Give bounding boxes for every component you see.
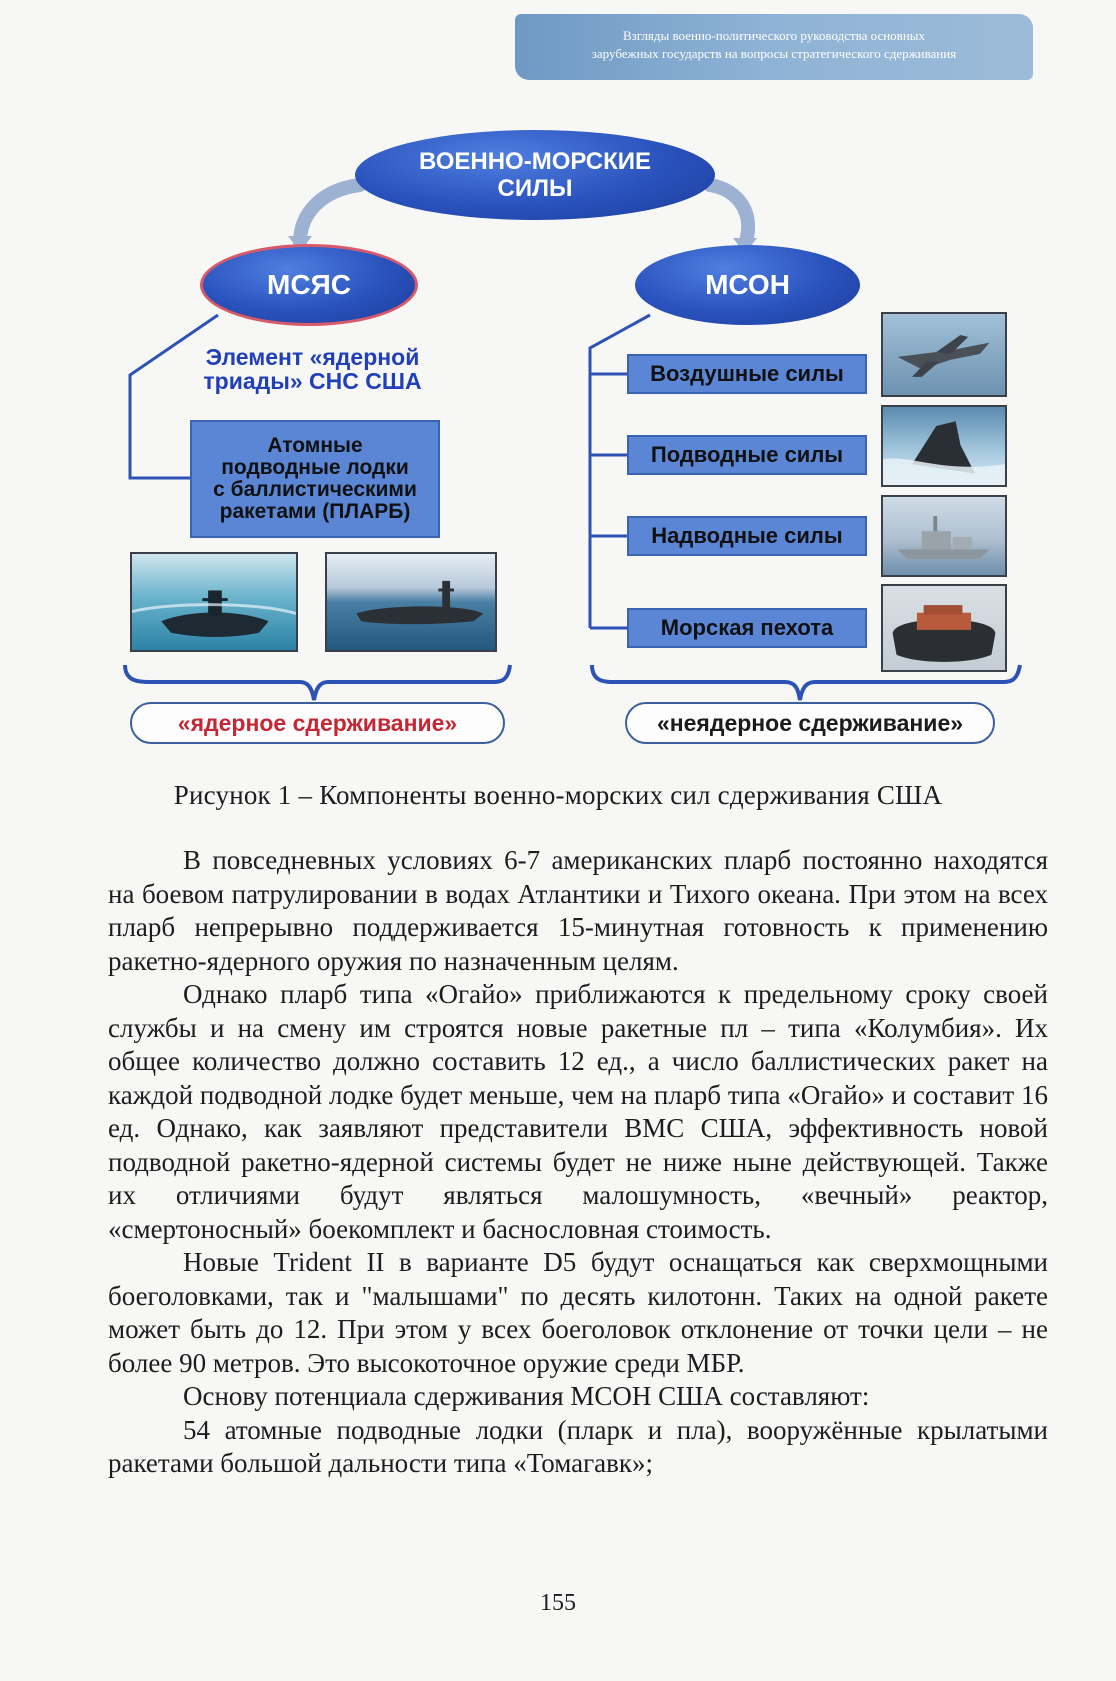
naval-forces-diagram xyxy=(0,0,1116,760)
submarine-surfacing-photo xyxy=(881,405,1007,487)
paragraph-4: Основу потенциала сдерживания МСОН США составляют: xyxy=(183,1381,870,1411)
plarb-line-1: Атомные xyxy=(267,434,363,457)
node-naval-forces xyxy=(355,130,715,220)
page-number: 155 xyxy=(540,1590,576,1616)
submarine-photo-2 xyxy=(325,552,497,652)
left-brace xyxy=(125,665,510,700)
running-header-line-1: Взгляды военно-политического руководства основных xyxy=(622,28,926,43)
node-mson xyxy=(635,245,860,325)
paragraph-1: В повседневных условиях 6-7 американских пларб постоянно находятся на боевом патрулировании в водах Атлантики и Тихого океана. При этом на всех пларб непрерывно поддерживается 15-минутная готовность к применению ракетно-ядерного оружия по назначенным целям. xyxy=(108,845,1048,976)
plarb-line-3: с баллистическими xyxy=(213,478,417,501)
force-air: Воздушные силы xyxy=(627,354,867,394)
aircraft-photo xyxy=(881,312,1007,397)
hovercraft-photo xyxy=(881,584,1007,672)
body-text xyxy=(108,844,1048,1481)
subtitle-line-2: триады» СНС США xyxy=(203,368,422,394)
nuclear-triad-subtitle xyxy=(190,345,435,393)
arrow-to-mson xyxy=(710,185,748,244)
non-nuclear-deterrence-label: «неядерное сдерживание» xyxy=(625,702,995,744)
plarb-box xyxy=(190,420,440,538)
paragraph-3: Новые Trident II в варианте D5 будут оснащаться как сверхмощными боеголовками, так и "малышами" по десять килотонн. Таких на одной ракете может быть до 12. При этом у всех боеголовок отклонение от точки цели – не более 90 метров. Это высокоточное оружие среди МБР. xyxy=(108,1247,1048,1378)
submarine-photo-1 xyxy=(130,552,298,652)
paragraph-2: Однако пларб типа «Огайо» приближаются к предельному сроку своей службы и на смену им строятся новые ракетные пл – типа «Колумбия». Их общее количество должно составить 12 ед., а число баллистических ракет на каждой подводной лодке будет меньше, чем на пларб типа «Огайо» и составит 16 ед. Однако, как заявляют представители ВМС США, эффективность новой подводной ракетно-ядерной системы будет не ниже ныне действующей. Также их отличиями будут являться малошумность, «вечный» реактор, «смертоносный» боекомплект и баснословная стоимость. xyxy=(108,979,1048,1244)
figure-caption: Рисунок 1 – Компоненты военно-морских сил сдерживания США xyxy=(173,780,943,810)
arrow-to-msyas xyxy=(300,185,360,242)
force-surface: Надводные силы xyxy=(627,516,867,556)
node-naval-forces-line-1: ВОЕННО-МОРСКИЕ xyxy=(418,148,652,175)
nuclear-deterrence-label: «ядерное сдерживание» xyxy=(130,702,505,744)
subtitle-line-1: Элемент «ядерной xyxy=(205,344,420,370)
running-header-line-2: зарубежных государств на вопросы стратегического сдерживания xyxy=(591,46,957,61)
plarb-line-2: подводные лодки xyxy=(221,456,409,479)
node-mson-label: МСОН xyxy=(705,269,790,300)
node-naval-forces-line-2: СИЛЫ xyxy=(497,175,573,202)
force-marines: Морская пехота xyxy=(627,608,867,648)
plarb-line-4: ракетами (ПЛАРБ) xyxy=(219,500,411,523)
node-msyas xyxy=(200,244,418,326)
node-msyas-label: МСЯС xyxy=(267,269,351,300)
surface-ship-photo xyxy=(881,495,1007,577)
force-submarine: Подводные силы xyxy=(627,435,867,475)
paragraph-5: 54 атомные подводные лодки (пларк и пла), вооружённые крылатыми ракетами большой дальности типа «Томагавк»; xyxy=(108,1414,1048,1478)
